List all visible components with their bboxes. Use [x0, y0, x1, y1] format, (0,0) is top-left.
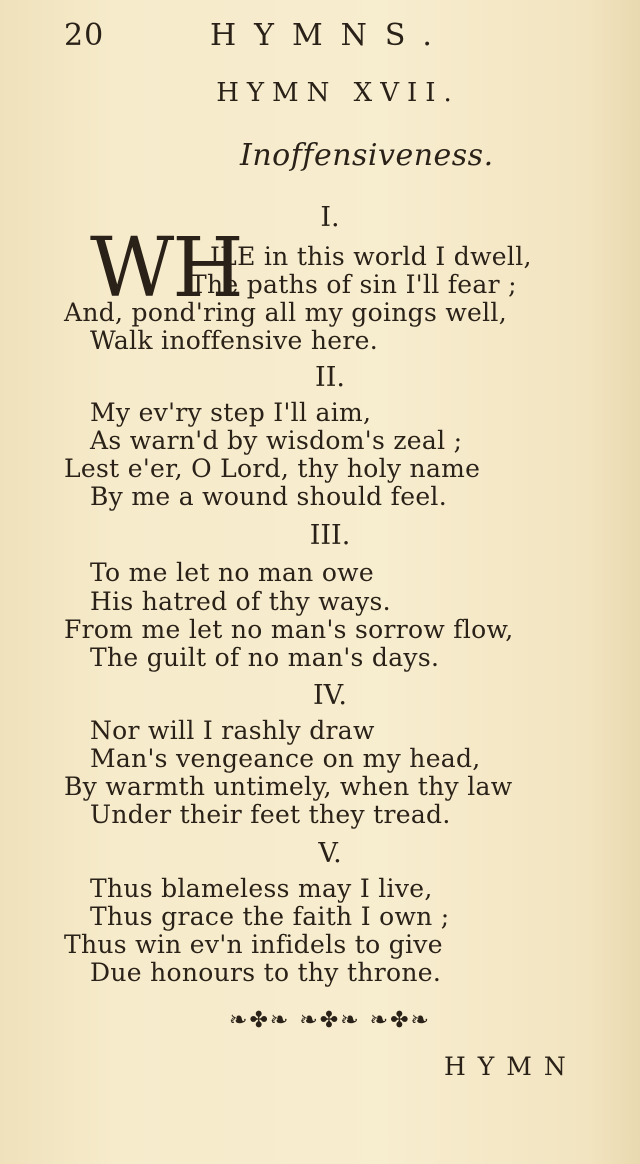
- fleuron-ornament: ❧✤❧ ❧✤❧ ❧✤❧: [229, 1008, 431, 1033]
- verse-line: And, pond'ring all my goings well,: [64, 298, 507, 327]
- hymn-title: Inoffensiveness.: [240, 138, 494, 173]
- verse-line: Nor will I rashly draw: [90, 716, 375, 745]
- catchword: HYMN: [444, 1052, 578, 1081]
- stanza-number: V.: [318, 838, 342, 869]
- stanza-number: I.: [320, 202, 340, 233]
- verse-line: My ev'ry step I'll aim,: [90, 398, 372, 427]
- hymn-number: HYMN XVII.: [216, 78, 460, 108]
- verse-line: From me let no man's sorrow flow,: [64, 615, 514, 644]
- running-head: [64, 16, 484, 56]
- verse-line: By warmth untimely, when thy law: [64, 772, 513, 801]
- verse-line: Man's vengeance on my head,: [90, 744, 481, 773]
- verse-line: ILE in this world I dwell,: [210, 242, 532, 271]
- stanza-number: III.: [309, 520, 351, 551]
- stanza-number: IV.: [312, 680, 348, 711]
- verse-line: Lest e'er, O Lord, thy holy name: [64, 454, 481, 483]
- verse-line: Due honours to thy throne.: [90, 958, 442, 987]
- verse-line: To me let no man owe: [90, 558, 374, 587]
- verse-line: By me a wound should feel.: [90, 482, 447, 511]
- page-number: 20: [64, 18, 105, 53]
- verse-line: As warn'd by wisdom's zeal ;: [90, 426, 463, 455]
- verse-line: The paths of sin I'll fear ;: [190, 270, 517, 299]
- verse-line: Walk inoffensive here.: [90, 326, 378, 355]
- running-title: HYMNS.: [210, 18, 450, 53]
- stanza-number: II.: [315, 362, 345, 393]
- verse-line: Thus grace the faith I own ;: [90, 902, 450, 931]
- verse-line: Thus blameless may I live,: [90, 874, 433, 903]
- verse-line: Thus win ev'n infidels to give: [64, 930, 443, 959]
- drop-cap: WH: [90, 221, 242, 316]
- verse-line: His hatred of thy ways.: [90, 587, 391, 616]
- verse-line: Under their feet they tread.: [90, 800, 451, 829]
- verse-line: The guilt of no man's days.: [90, 643, 440, 672]
